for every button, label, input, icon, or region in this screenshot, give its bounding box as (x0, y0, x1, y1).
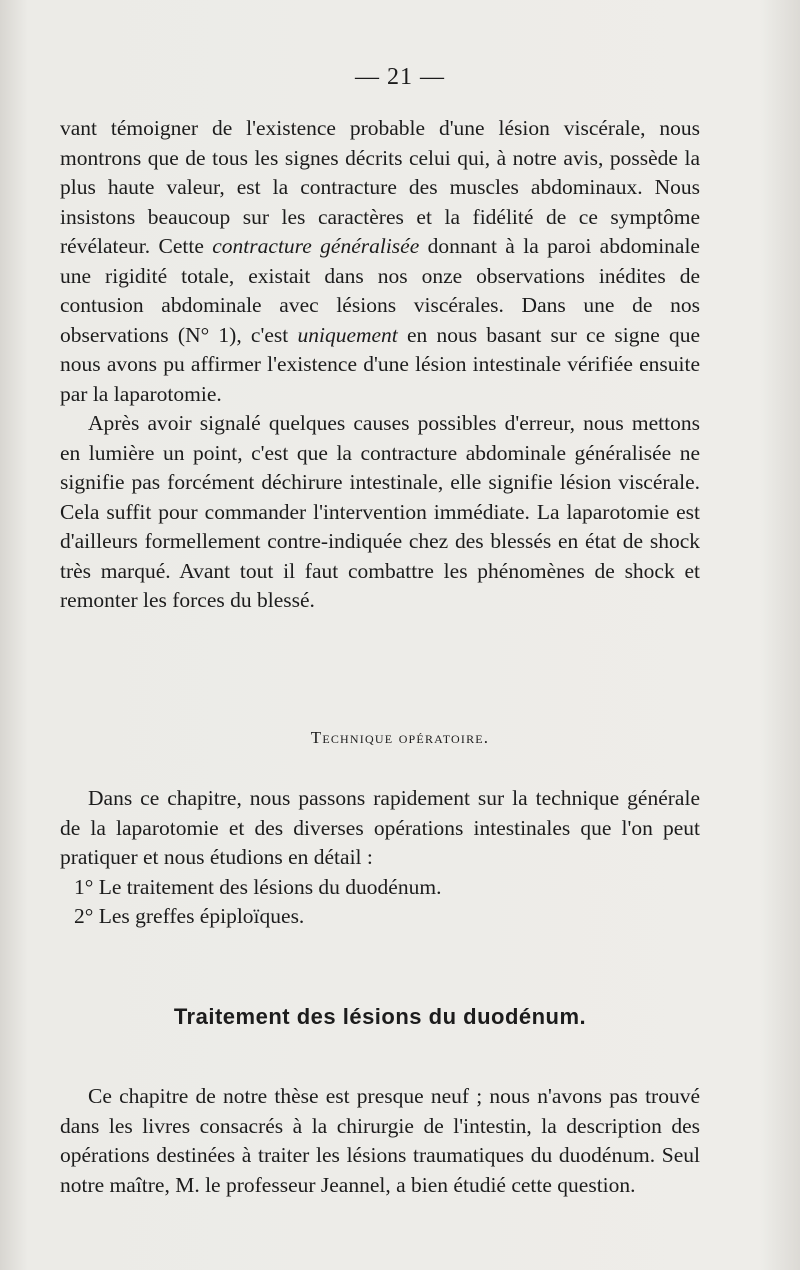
section-heading: Technique opératoire. (310, 728, 490, 747)
body-text-block-2 (60, 784, 700, 932)
paragraph-erreur: Après avoir signalé quelques causes possibles d'erreur, nous mettons en lumière un point, c'est que la contracture abdominale généralisée ne signifie pas forcément déchirure intestinale, elle signifie lésion viscérale. Cela suffit pour commander l'intervention immédiate. La laparotomie est d'ailleurs formellement contre-indiquée chez des blessés en état de shock très marqué. Avant tout il faut combattre les phénomènes de shock et remonter les forces du blessé. (60, 411, 700, 612)
paragraph-text: vant témoigner de l'existence probable d'une lésion viscérale, nous montrons que de tous les signes décrits celui qui, à notre avis, possède la plus haute valeur, est la contracture des muscles abdominaux. Nous insistons beaucoup sur les caractères et la fidélité de ce symptôme révélateur. Cette (60, 116, 700, 258)
list-item: 2° Les greffes épiploïques. (74, 904, 305, 928)
italic-emphasis: contracture généralisée (212, 234, 420, 258)
body-text-block-3 (60, 1082, 700, 1200)
chapter-heading: Traitement des lésions du duodénum. (173, 1004, 587, 1029)
paragraph-text: donnant à la paroi abdominale une rigidité totale, existait dans nos onze observations inédites de contusion abdominale avec lésions viscérales. Dans une de nos observations (N° 1), c'est (60, 234, 700, 347)
paragraph-these: Ce chapitre de notre thèse est presque neuf ; nous n'avons pas trouvé dans les livres consacrés à la chirurgie de l'intestin, la description des opérations destinées à traiter les lésions traumatiques du duodénum. Seul notre maître, M. le professeur Jeannel, a bien étudié cette question. (60, 1084, 700, 1197)
paragraph-contracture (60, 114, 700, 409)
body-text-block-1 (60, 114, 700, 616)
page-number: — 21 — (355, 64, 445, 90)
paragraph-text: en nous basant sur ce signe que nous avons pu affirmer l'existence d'une lésion intestinale vérifiée ensuite par la laparotomie. (60, 322, 701, 406)
list-item: 1° Le traitement des lésions du duodénum. (74, 874, 442, 899)
paragraph-chapitre: Dans ce chapitre, nous passons rapidement sur la technique générale de la laparotomie et des diverses opérations intestinales que l'on peut pratiquer et nous étudions en détail : (60, 786, 700, 869)
italic-emphasis: uniquement (297, 322, 398, 347)
